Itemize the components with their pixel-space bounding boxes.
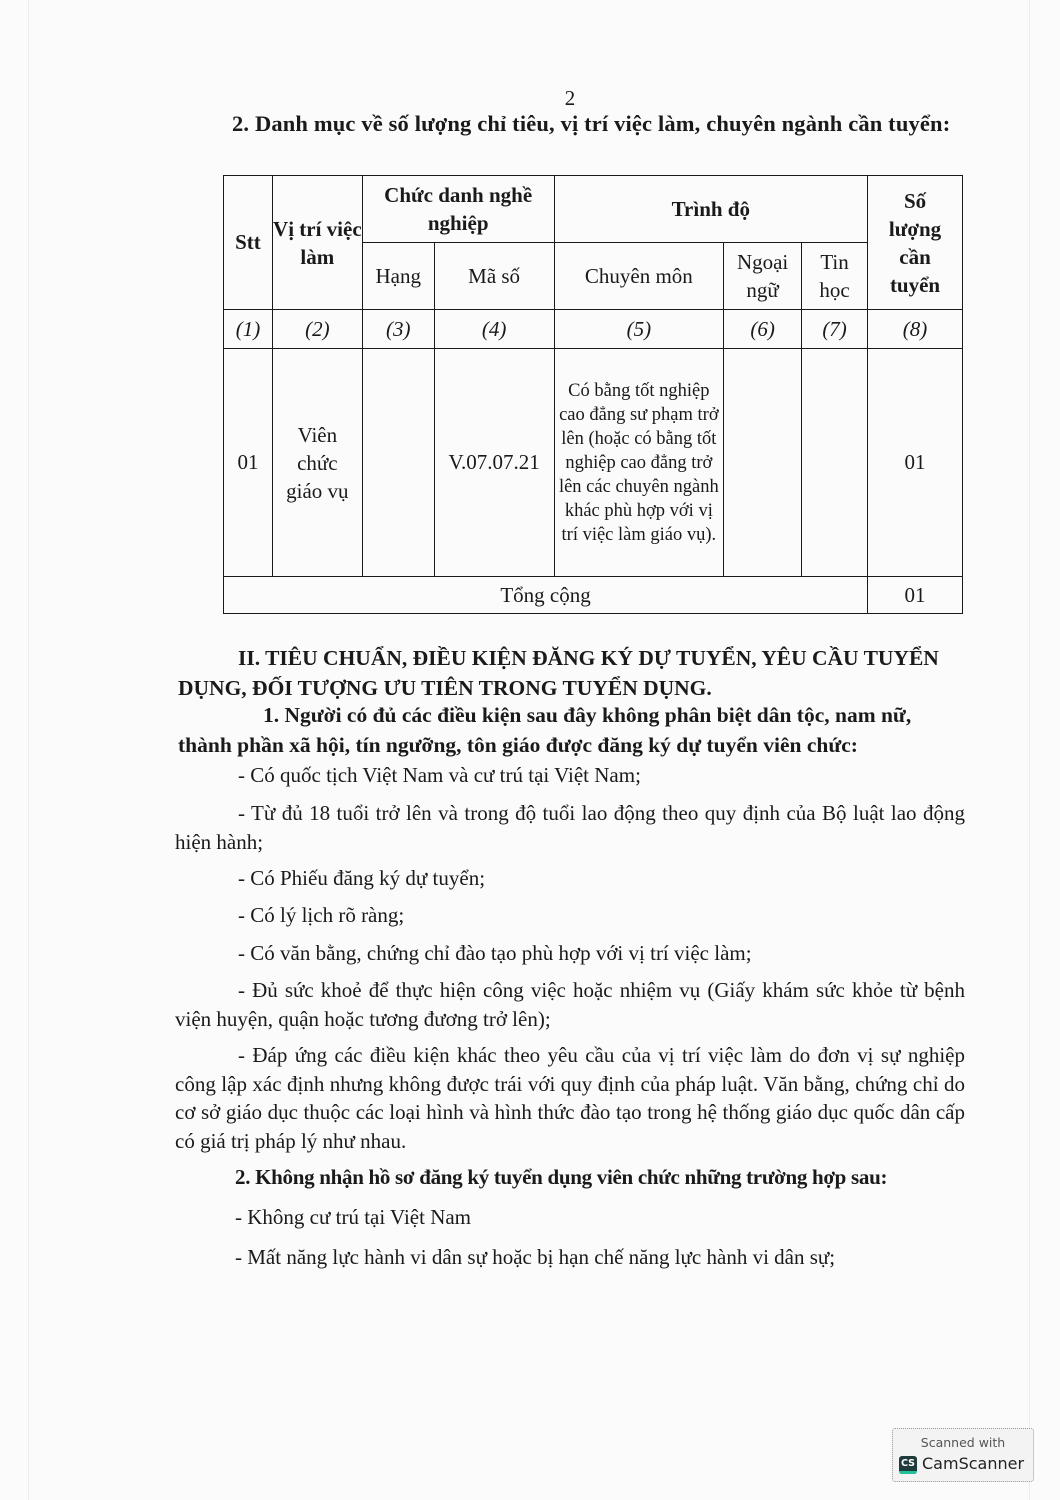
recruitment-table	[223, 175, 963, 614]
item-1-heading: 1. Người có đủ các điều kiện sau đây không phân biệt dân tộc, nam nữ, thành phần xã hội, tín ngưỡng, tôn giáo được đăng ký dự tuyển viên chức:	[178, 703, 912, 757]
exclusion-item: - Không cư trú tại Việt Nam	[235, 1205, 472, 1229]
header-tin-hoc: Tin học	[802, 243, 868, 310]
section-2-heading: 2. Danh mục về số lượng chỉ tiêu, vị trí việc làm, chuyên ngành cần tuyển:	[232, 111, 951, 136]
watermark-top-text: Scanned with	[920, 1435, 1006, 1450]
item-2-heading: 2. Không nhận hồ sơ đăng ký tuyển dụng viên chức những trường hợp sau:	[235, 1165, 888, 1189]
condition-item: - Có lý lịch rõ ràng;	[238, 903, 405, 927]
condition-item: - Từ đủ 18 tuổi trở lên và trong độ tuổi lao động theo quy định của Bộ luật lao động hiện hành;	[175, 801, 965, 854]
column-number: (1)	[224, 310, 273, 349]
watermark-brand: CamScanner	[922, 1454, 1025, 1473]
page-edge-right	[1029, 0, 1030, 1500]
condition-item: - Có văn bằng, chứng chỉ đào tạo phù hợp với vị trí việc làm;	[238, 941, 752, 965]
cell-tin-hoc	[802, 349, 868, 577]
cell-hang	[362, 349, 434, 577]
cell-stt: 01	[224, 349, 273, 577]
column-number: (6)	[724, 310, 802, 349]
column-number-row	[224, 310, 963, 349]
page-number: 2	[564, 86, 576, 110]
header-ma-so: Mã số	[434, 243, 554, 310]
header-vi-tri: Vị trí việc làm	[272, 176, 362, 310]
exclusion-item: - Mất năng lực hành vi dân sự hoặc bị hạn chế năng lực hành vi dân sự;	[235, 1245, 836, 1269]
column-number: (3)	[362, 310, 434, 349]
header-chuc-danh: Chức danh nghề nghiệp	[362, 176, 554, 243]
header-chuyen-mon: Chuyên môn	[554, 243, 724, 310]
total-row	[224, 577, 963, 614]
camscanner-logo-icon: CS	[899, 1456, 917, 1474]
table-row	[224, 349, 963, 577]
header-ngoai-ngu: Ngoại ngữ	[724, 243, 802, 310]
column-number: (5)	[554, 310, 724, 349]
cell-ngoai-ngu	[724, 349, 802, 577]
cell-vi-tri: Viên chức giáo vụ	[272, 349, 362, 577]
condition-item: - Đủ sức khoẻ để thực hiện công việc hoặc nhiệm vụ (Giấy khám sức khỏe từ bệnh viện huyện, quận hoặc tương đương trở lên);	[175, 978, 965, 1031]
total-label: Tổng cộng	[224, 577, 868, 614]
header-stt: Stt	[224, 176, 273, 310]
column-number: (2)	[272, 310, 362, 349]
total-value: 01	[868, 577, 963, 614]
condition-item: - Đáp ứng các điều kiện khác theo yêu cầu của vị trí việc làm do đơn vị sự nghiệp công lập xác định nhưng không được trái với quy định của pháp luật. Văn bằng, chứng chỉ do cơ sở giáo dục thuộc các loại hình và hình thức đào tạo trong hệ thống giáo dục quốc dân cấp có giá trị pháp lý như nhau.	[175, 1043, 965, 1153]
column-number: (4)	[434, 310, 554, 349]
cell-so-luong: 01	[868, 349, 963, 577]
page-edge-left	[28, 0, 29, 1500]
column-number: (8)	[868, 310, 963, 349]
header-so-luong: Số lượng cần tuyển	[868, 176, 963, 310]
header-hang: Hạng	[362, 243, 434, 310]
condition-item: - Có quốc tịch Việt Nam và cư trú tại Việt Nam;	[238, 763, 641, 787]
camscanner-watermark	[892, 1428, 1034, 1482]
header-trinh-do: Trình độ	[554, 176, 868, 243]
cell-chuyen-mon: Có bằng tốt nghiệp cao đẳng sư phạm trở lên (hoặc có bằng tốt nghiệp cao đẳng trở lên các chuyên ngành khác phù hợp với vị trí việc làm giáo vụ).	[554, 349, 724, 577]
condition-item: - Có Phiếu đăng ký dự tuyển;	[238, 866, 486, 890]
column-number: (7)	[802, 310, 868, 349]
table-header-row-1	[224, 176, 963, 243]
cell-ma-so: V.07.07.21	[434, 349, 554, 577]
section-ii-title: II. TIÊU CHUẨN, ĐIỀU KIỆN ĐĂNG KÝ DỰ TUYỂN, YÊU CẦU TUYỂN DỤNG, ĐỐI TƯỢNG ƯU TIÊN TRONG TUYỂN DỤNG.	[178, 646, 939, 700]
